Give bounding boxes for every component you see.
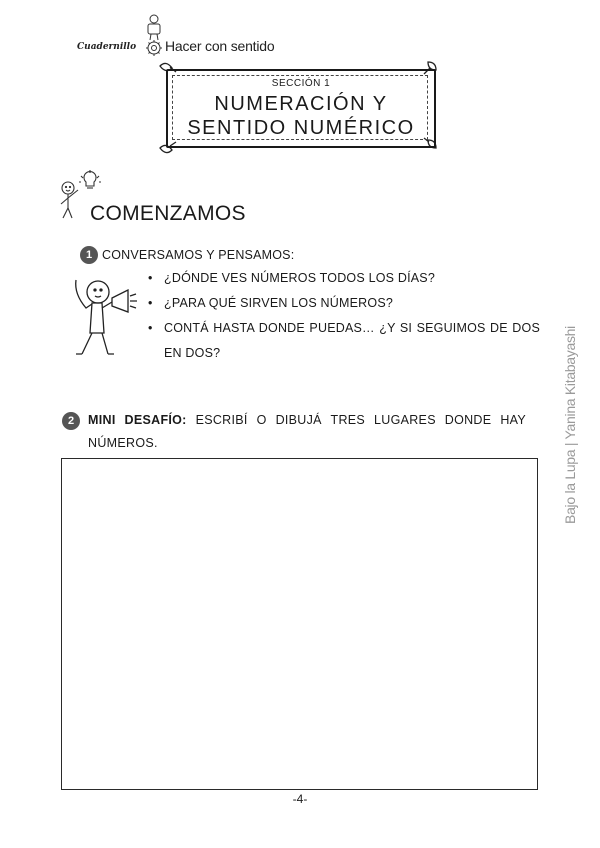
- section-label: SECCIÓN 1: [271, 78, 331, 89]
- megaphone-kid-icon: [70, 268, 150, 362]
- section-intro-heading: COMENZAMOS: [90, 202, 246, 225]
- activity-number-badge: 2: [62, 412, 80, 430]
- list-item: • ¿PARA QUÉ SIRVEN LOS NÚMEROS?: [146, 291, 540, 316]
- activity2-text: ESCRIBÍ O DIBUJÁ TRES LUGARES DONDE HAY NÚMEROS.: [88, 413, 526, 450]
- activity2-label: MINI DESAFÍO:: [88, 413, 187, 427]
- list-item: • ¿DÓNDE VES NÚMEROS TODOS LOS DÍAS?: [146, 266, 540, 291]
- side-credit: Bajo la Lupa | Yanina Kitabayashi: [562, 326, 578, 524]
- brand-title: Hacer con sentido: [165, 38, 275, 54]
- section-title-line2: SENTIDO NUMÉRICO: [187, 117, 415, 139]
- activity1-heading: CONVERSAMOS Y PENSAMOS:: [102, 248, 295, 262]
- page-number: -4-: [292, 792, 308, 806]
- activity-number-badge: 1: [80, 246, 98, 264]
- section-title: [166, 92, 436, 140]
- answer-box[interactable]: [61, 458, 538, 790]
- activity2-prompt: [88, 409, 526, 455]
- list-item: • CONTÁ HASTA DONDE PUEDAS… ¿Y SI SEGUIMOS DE DOS EN DOS?: [146, 316, 540, 366]
- section-title-line1: NUMERACIÓN Y: [214, 93, 388, 115]
- robot-logo-icon: [140, 12, 168, 58]
- brand-script-label: Cuadernillo: [77, 42, 137, 52]
- activity1-question-list: [146, 266, 540, 366]
